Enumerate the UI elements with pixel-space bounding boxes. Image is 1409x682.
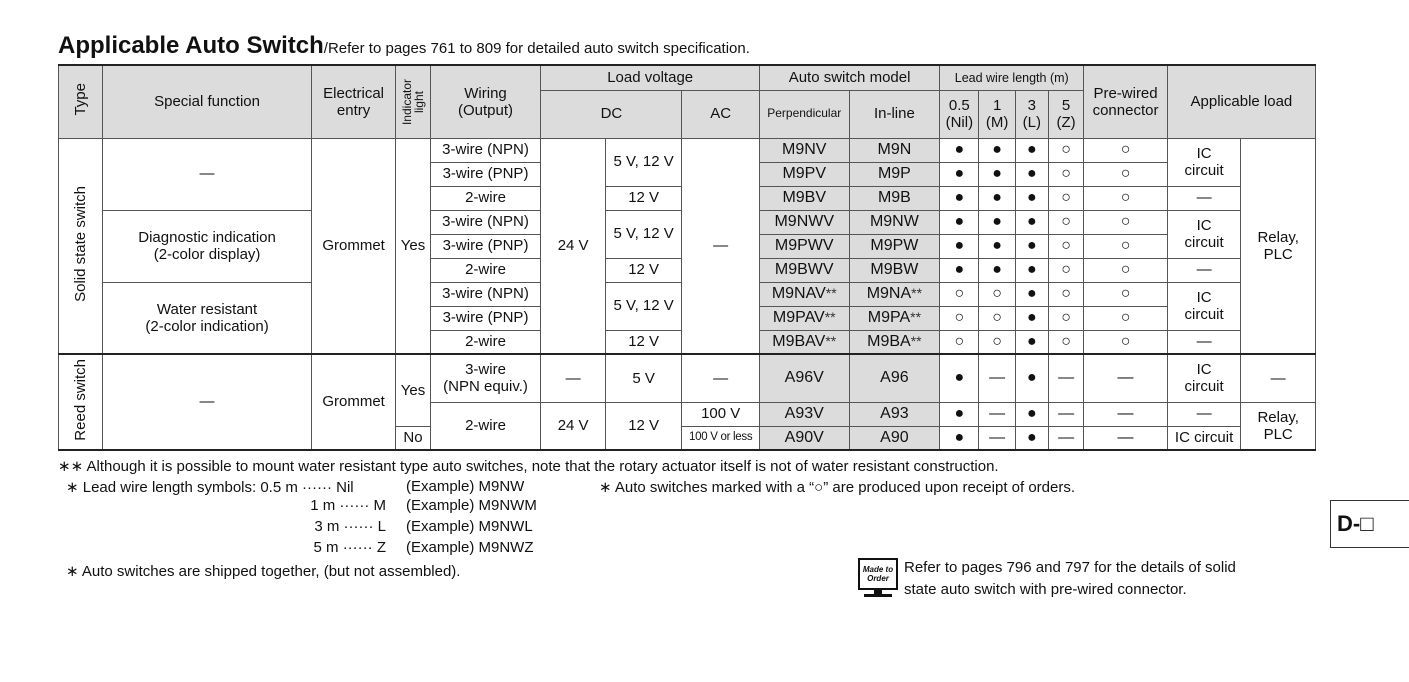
len-3-cell: ● xyxy=(1015,426,1048,450)
header-len-05: 0.5 (Nil) xyxy=(940,90,979,138)
wiring-cell: 3-wire (NPN) xyxy=(430,138,541,162)
header-inline: In-line xyxy=(849,90,940,138)
len-05-cell: ● xyxy=(940,402,979,426)
model-inline: M9BA** xyxy=(849,330,940,354)
model-perpendicular: M9NWV xyxy=(759,210,849,234)
len-5-cell: ○ xyxy=(1048,162,1083,186)
len-5-cell: ○ xyxy=(1048,330,1083,354)
header-applicable-load: Applicable load xyxy=(1167,65,1315,138)
wiring-cell: 3-wire (NPN) xyxy=(430,210,541,234)
special-function-water-resistant: Water resistant (2-color indication) xyxy=(103,282,311,354)
len-3-cell: ● xyxy=(1015,162,1048,186)
header-wiring: Wiring (Output) xyxy=(430,65,541,138)
len-3-cell: ● xyxy=(1015,306,1048,330)
page-index-tab: D-□ xyxy=(1330,500,1409,548)
wiring-cell: 3-wire (NPN equiv.) xyxy=(430,354,541,402)
model-inline: M9BW xyxy=(849,258,940,282)
len-05-cell: ○ xyxy=(940,282,979,306)
model-perpendicular: M9BV xyxy=(759,186,849,210)
prewired-cell: ○ xyxy=(1084,330,1168,354)
type-reed-switch: Reed switch xyxy=(59,354,103,450)
model-inline: A96 xyxy=(849,354,940,402)
dc-voltage-2: 5 V xyxy=(605,354,682,402)
len-5-cell: ○ xyxy=(1048,138,1083,162)
special-function-none: — xyxy=(103,354,311,450)
dc-voltage-2: 12 V xyxy=(605,330,682,354)
prewired-cell: ○ xyxy=(1084,138,1168,162)
len-5-cell: — xyxy=(1048,402,1083,426)
len-5-cell: — xyxy=(1048,426,1083,450)
len-05-cell: ● xyxy=(940,426,979,450)
load-relay-plc: Relay, PLC xyxy=(1241,138,1316,354)
model-perpendicular: M9BWV xyxy=(759,258,849,282)
len-1-cell: — xyxy=(979,354,1015,402)
load-cell: — xyxy=(1167,402,1241,426)
model-perpendicular: M9PAV** xyxy=(759,306,849,330)
wiring-cell: 2-wire xyxy=(430,402,541,450)
len-3-cell: ● xyxy=(1015,330,1048,354)
len-3-cell: ● xyxy=(1015,402,1048,426)
len-3-cell: ● xyxy=(1015,186,1048,210)
header-len-3: 3 (L) xyxy=(1015,90,1048,138)
header-indicator-light: Indicator light xyxy=(396,65,430,138)
dc-voltage: 24 V xyxy=(541,138,605,354)
lead-wire-examples xyxy=(264,497,537,560)
len-5-cell: ○ xyxy=(1048,186,1083,210)
example-row: 5 m ······ Z (Example) M9NWZ xyxy=(313,539,534,556)
len-1-cell: ● xyxy=(979,258,1015,282)
len-05-cell: ○ xyxy=(940,306,979,330)
len-3-cell: ● xyxy=(1015,138,1048,162)
wiring-cell: 2-wire xyxy=(430,330,541,354)
electrical-entry: Grommet xyxy=(311,138,396,354)
electrical-entry: Grommet xyxy=(311,354,396,450)
example-row-0: (Example) M9NW xyxy=(406,478,525,495)
shipped-note: ∗ Auto switches are shipped together, (but not assembled). xyxy=(66,563,461,580)
model-inline: M9PA** xyxy=(849,306,940,330)
type-solid-state: Solid state switch xyxy=(59,138,103,354)
model-perpendicular: M9NV xyxy=(759,138,849,162)
header-ac: AC xyxy=(682,90,760,138)
table-row xyxy=(59,354,1316,402)
dc-voltage: — xyxy=(541,354,605,402)
model-perpendicular: M9BAV** xyxy=(759,330,849,354)
prewired-cell: — xyxy=(1084,354,1168,402)
model-inline: M9NW xyxy=(849,210,940,234)
prewired-cell: — xyxy=(1084,426,1168,450)
load-cell: — xyxy=(1167,258,1241,282)
special-function-none: — xyxy=(103,138,311,210)
len-1-cell: ● xyxy=(979,186,1015,210)
model-perpendicular: A96V xyxy=(759,354,849,402)
len-1-cell: ○ xyxy=(979,330,1015,354)
prewired-cell: ○ xyxy=(1084,282,1168,306)
special-function-diagnostic: Diagnostic indication (2-color display) xyxy=(103,210,311,282)
len-05-cell: ● xyxy=(940,162,979,186)
model-inline: M9NA** xyxy=(849,282,940,306)
auto-switch-table xyxy=(58,64,1316,451)
len-1-cell: — xyxy=(979,402,1015,426)
dc-voltage-2: 12 V xyxy=(605,186,682,210)
prewired-cell: ○ xyxy=(1084,210,1168,234)
prewired-cell: ○ xyxy=(1084,234,1168,258)
header-prewired-connector: Pre-wired connector xyxy=(1084,65,1168,138)
len-5-cell: ○ xyxy=(1048,258,1083,282)
len-3-cell: ● xyxy=(1015,210,1048,234)
load-cell: — xyxy=(1167,330,1241,354)
header-type: Type xyxy=(59,65,103,138)
model-perpendicular: A93V xyxy=(759,402,849,426)
prewired-cell: — xyxy=(1084,402,1168,426)
wiring-cell: 3-wire (PNP) xyxy=(430,234,541,258)
len-3-cell: ● xyxy=(1015,354,1048,402)
example-row: 1 m ······ M (Example) M9NWM xyxy=(310,497,537,514)
model-inline: M9N xyxy=(849,138,940,162)
len-3-cell: ● xyxy=(1015,234,1048,258)
model-inline: M9B xyxy=(849,186,940,210)
load-ic-circuit: IC circuit xyxy=(1167,138,1241,186)
wiring-cell: 2-wire xyxy=(430,258,541,282)
model-inline: M9PW xyxy=(849,234,940,258)
dc-voltage-2: 12 V xyxy=(605,258,682,282)
made-to-order-icon: Made to Order xyxy=(858,558,898,598)
ac-voltage: — xyxy=(682,138,760,354)
model-perpendicular: A90V xyxy=(759,426,849,450)
model-perpendicular: M9PWV xyxy=(759,234,849,258)
header-len-1: 1 (M) xyxy=(979,90,1015,138)
header-load-voltage: Load voltage xyxy=(541,65,760,90)
indicator-light: Yes xyxy=(396,354,430,426)
header-auto-switch-model: Auto switch model xyxy=(759,65,939,90)
len-05-cell: ● xyxy=(940,138,979,162)
ac-voltage: — xyxy=(682,354,760,402)
len-05-cell: ○ xyxy=(940,330,979,354)
len-1-cell: ● xyxy=(979,234,1015,258)
len-1-cell: ○ xyxy=(979,282,1015,306)
len-3-cell: ● xyxy=(1015,282,1048,306)
prewired-cell: ○ xyxy=(1084,162,1168,186)
len-05-cell: ● xyxy=(940,234,979,258)
title-sub: /Refer to pages 761 to 809 for detailed auto switch specification. xyxy=(323,40,750,57)
indicator-light: Yes xyxy=(396,138,430,354)
dc-voltage-2: 5 V, 12 V xyxy=(605,210,682,258)
header-electrical-entry: Electrical entry xyxy=(311,65,396,138)
prewired-cell: ○ xyxy=(1084,186,1168,210)
len-05-cell: ● xyxy=(940,258,979,282)
header-special-function: Special function xyxy=(103,65,311,138)
len-1-cell: ● xyxy=(979,162,1015,186)
model-inline: A93 xyxy=(849,402,940,426)
prewired-cell: ○ xyxy=(1084,306,1168,330)
order-note: ∗ Auto switches marked with a “○” are produced upon receipt of orders. xyxy=(599,479,1076,496)
page-title xyxy=(58,32,750,60)
load-relay-plc: Relay, PLC xyxy=(1241,402,1316,450)
wiring-cell: 3-wire (PNP) xyxy=(430,162,541,186)
ac-voltage: 100 V xyxy=(682,402,760,426)
len-5-cell: ○ xyxy=(1048,282,1083,306)
dc-voltage-2: 5 V, 12 V xyxy=(605,282,682,330)
wiring-cell: 2-wire xyxy=(430,186,541,210)
dc-voltage: 24 V xyxy=(541,402,605,450)
header-perpendicular: Perpendicular xyxy=(759,90,849,138)
len-5-cell: ○ xyxy=(1048,306,1083,330)
len-5-cell: — xyxy=(1048,354,1083,402)
model-inline: M9P xyxy=(849,162,940,186)
load-cell: — xyxy=(1241,354,1316,402)
header-len-5: 5 (Z) xyxy=(1048,90,1083,138)
table-row xyxy=(59,138,1316,162)
len-1-cell: — xyxy=(979,426,1015,450)
indicator-light: No xyxy=(396,426,430,450)
model-perpendicular: M9NAV** xyxy=(759,282,849,306)
wiring-cell: 3-wire (NPN) xyxy=(430,282,541,306)
len-5-cell: ○ xyxy=(1048,210,1083,234)
load-cell: IC circuit xyxy=(1167,426,1241,450)
load-cell: — xyxy=(1167,186,1241,210)
len-5-cell: ○ xyxy=(1048,234,1083,258)
model-inline: A90 xyxy=(849,426,940,450)
prewired-cell: ○ xyxy=(1084,258,1168,282)
len-1-cell: ● xyxy=(979,138,1015,162)
water-resistant-note: ∗∗ Although it is possible to mount water resistant type auto switches, note that the rotary actuator itself is not of water resistant construction. xyxy=(58,458,999,475)
load-ic-circuit: IC circuit xyxy=(1167,354,1241,402)
load-ic-circuit: IC circuit xyxy=(1167,282,1241,330)
ac-voltage: 100 V or less xyxy=(682,426,760,450)
example-row: 3 m ······ L (Example) M9NWL xyxy=(314,518,533,535)
len-3-cell: ● xyxy=(1015,258,1048,282)
lead-wire-symbols-note: ∗ Lead wire length symbols: 0.5 m ······ Nil xyxy=(66,479,354,496)
model-perpendicular: M9PV xyxy=(759,162,849,186)
len-1-cell: ● xyxy=(979,210,1015,234)
prewired-reference-note: Refer to pages 796 and 797 for the details of solid state auto switch with pre-wired connector. xyxy=(904,559,1236,598)
dc-voltage-2: 5 V, 12 V xyxy=(605,138,682,186)
header-lead-wire-length: Lead wire length (m) xyxy=(940,65,1084,90)
load-ic-circuit: IC circuit xyxy=(1167,210,1241,258)
len-05-cell: ● xyxy=(940,186,979,210)
len-05-cell: ● xyxy=(940,210,979,234)
len-1-cell: ○ xyxy=(979,306,1015,330)
len-05-cell: ● xyxy=(940,354,979,402)
header-dc: DC xyxy=(541,90,682,138)
title-main: Applicable Auto Switch xyxy=(58,32,324,59)
wiring-cell: 3-wire (PNP) xyxy=(430,306,541,330)
dc-voltage-2: 12 V xyxy=(605,402,682,450)
